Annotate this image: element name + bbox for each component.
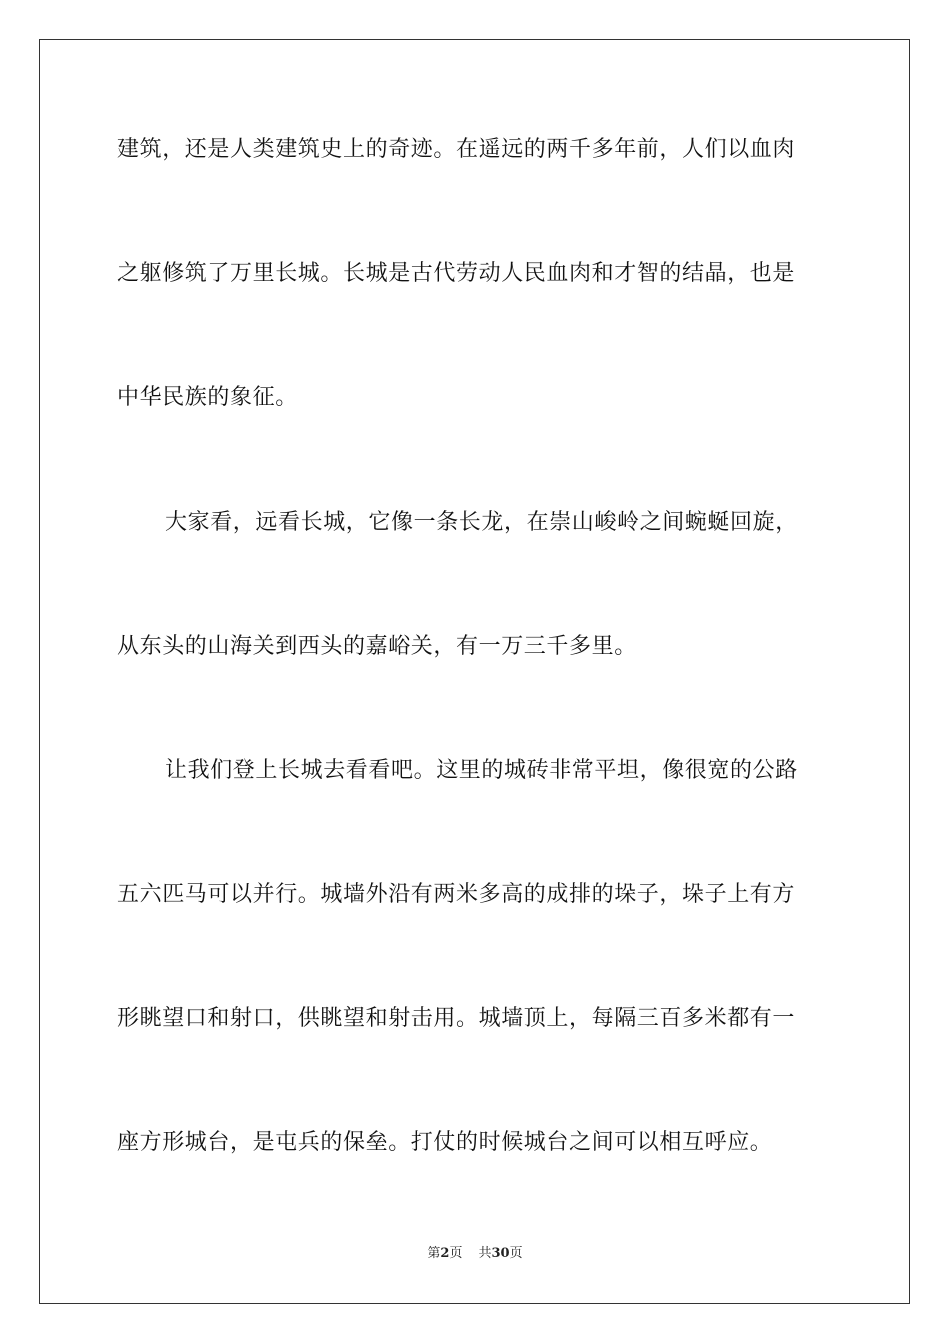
- text-line: 之躯修筑了万里长城。长城是古代劳动人民血肉和才智的结晶，也是: [117, 261, 796, 286]
- page-number-label: 第2页: [427, 1246, 463, 1261]
- total-pages-label: 共30页: [478, 1246, 523, 1261]
- text-line: 座方形城台，是屯兵的保垒。打仗的时候城台之间可以相互呼应。: [117, 1130, 773, 1155]
- paragraph-first-line: 让我们登上长城去看看吧。这里的城砖非常平坦，像很宽的公路: [165, 758, 798, 783]
- text-line: 建筑，还是人类建筑史上的奇迹。在遥远的两千多年前，人们以血肉: [117, 137, 796, 162]
- text-line: 形眺望口和射口，供眺望和射击用。城墙顶上，每隔三百多米都有一: [117, 1006, 796, 1031]
- text-line: 五六匹马可以并行。城墙外沿有两米多高的成排的垛子，垛子上有方: [117, 882, 796, 907]
- page-border: [39, 39, 910, 1304]
- text-line: 中华民族的象征。: [117, 385, 298, 410]
- paragraph-first-line: 大家看，远看长城，它像一条长龙，在崇山峻岭之间蜿蜒回旋，: [165, 510, 798, 535]
- text-line: 从东头的山海关到西头的嘉峪关，有一万三千多里。: [117, 634, 637, 659]
- page-footer: [0, 1245, 950, 1263]
